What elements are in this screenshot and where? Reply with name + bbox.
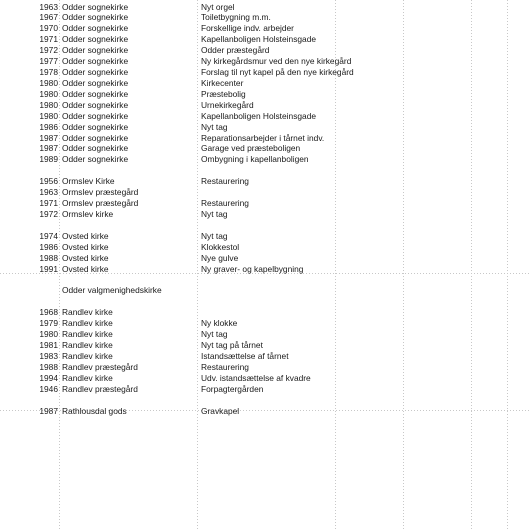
work-description-cell[interactable]: Kapellanboligen Holsteinsgade [201,34,317,45]
place-cell[interactable]: Ovsted kirke [62,252,109,263]
table-row[interactable] [0,89,529,100]
work-description-cell[interactable]: Nyt orgel [201,1,235,12]
year-cell[interactable]: 1971 [39,198,58,209]
table-row[interactable] [0,2,529,13]
table-row[interactable] [0,220,529,231]
table-row[interactable] [0,78,529,89]
work-description-cell[interactable]: Kirkecenter [201,77,244,88]
year-cell[interactable]: 1978 [39,67,58,78]
place-cell[interactable]: Odder sognekirke [62,1,129,12]
place-cell[interactable]: Odder sognekirke [62,23,129,34]
table-row[interactable] [0,209,529,220]
work-description-cell[interactable]: Ny klokke [201,318,238,329]
work-description-cell[interactable]: Forskellige indv. arbejder [201,23,294,34]
table-row[interactable] [0,34,529,45]
table-row[interactable] [0,12,529,23]
work-description-cell[interactable]: Gravkapel [201,405,240,416]
year-cell[interactable]: 1967 [39,12,58,23]
table-row[interactable] [0,56,529,67]
work-description-cell[interactable]: Ombygning i kapellanboligen [201,154,309,165]
place-cell[interactable]: Ormslev Kirke [62,176,115,187]
year-cell[interactable]: 1970 [39,23,58,34]
place-cell[interactable]: Ormslev præstegård [62,198,139,209]
year-cell[interactable]: 1974 [39,230,58,241]
year-cell[interactable]: 1980 [39,110,58,121]
table-row[interactable] [0,351,529,362]
table-row[interactable] [0,165,529,176]
year-cell[interactable]: 1994 [39,372,58,383]
table-row[interactable] [0,45,529,56]
year-cell[interactable]: 1980 [39,77,58,88]
work-description-cell[interactable]: Nyt tag [201,230,228,241]
table-row[interactable] [0,253,529,264]
work-description-cell[interactable]: Nyt tag [201,208,228,219]
place-cell[interactable]: Odder sognekirke [62,56,129,67]
work-description-cell[interactable]: Garage ved præsteboligen [201,143,301,154]
table-row[interactable] [0,307,529,318]
table-row[interactable] [0,231,529,242]
table-row[interactable] [0,264,529,275]
year-cell[interactable]: 1977 [39,56,58,67]
table-row[interactable] [0,133,529,144]
work-description-cell[interactable]: Ny kirkegårdsmur ved den nye kirkegård [201,56,352,67]
table-row[interactable] [0,154,529,165]
year-cell[interactable]: 1980 [39,88,58,99]
place-cell[interactable]: Odder sognekirke [62,132,129,143]
table-row[interactable] [0,187,529,198]
work-description-cell[interactable]: Ny graver- og kapelbygning [201,263,304,274]
year-cell[interactable]: 1986 [39,121,58,132]
place-cell[interactable]: Randlev kirke [62,329,113,340]
year-cell[interactable]: 1983 [39,350,58,361]
year-cell[interactable]: 1986 [39,241,58,252]
work-description-cell[interactable]: Klokkestol [201,241,240,252]
place-cell[interactable]: Odder sognekirke [62,45,129,56]
place-cell[interactable]: Odder sognekirke [62,67,129,78]
table-row[interactable] [0,373,529,384]
table-row[interactable] [0,111,529,122]
place-cell[interactable]: Randlev kirke [62,350,113,361]
year-cell[interactable]: 1963 [39,187,58,198]
work-description-cell[interactable]: Restaurering [201,198,249,209]
work-description-cell[interactable]: Præstebolig [201,88,246,99]
table-row[interactable] [0,122,529,133]
year-cell[interactable]: 1971 [39,34,58,45]
year-cell[interactable]: 1972 [39,45,58,56]
place-cell[interactable]: Odder sognekirke [62,34,129,45]
work-description-cell[interactable]: Toiletbygning m.m. [201,12,271,23]
work-description-cell[interactable]: Urnekirkegård [201,99,254,110]
place-cell[interactable]: Odder sognekirke [62,12,129,23]
table-row[interactable] [0,296,529,307]
place-cell[interactable]: Randlev kirke [62,340,113,351]
table-row[interactable] [0,275,529,286]
work-description-cell[interactable]: Restaurering [201,361,249,372]
year-cell[interactable]: 1946 [39,383,58,394]
work-description-cell[interactable]: Forslag til nyt kapel på den nye kirkegård [201,67,354,78]
table-row[interactable] [0,384,529,395]
place-cell[interactable]: Odder sognekirke [62,110,129,121]
place-cell[interactable]: Odder valgmenighedskirke [62,285,162,296]
work-description-cell[interactable]: Nyt tag [201,121,228,132]
year-cell[interactable]: 1972 [39,208,58,219]
place-cell[interactable]: Randlev præstegård [62,383,138,394]
year-cell[interactable]: 1980 [39,329,58,340]
year-cell[interactable]: 1963 [39,1,58,12]
table-row[interactable] [0,318,529,329]
place-cell[interactable]: Ovsted kirke [62,230,109,241]
work-description-cell[interactable]: Forpagtergården [201,383,264,394]
work-description-cell[interactable]: Udv. istandsættelse af kvadre [201,372,311,383]
work-description-cell[interactable]: Restaurering [201,176,249,187]
year-cell[interactable]: 1987 [39,132,58,143]
work-description-cell[interactable]: Nyt tag [201,329,228,340]
place-cell[interactable]: Odder sognekirke [62,143,129,154]
place-cell[interactable]: Randlev kirke [62,318,113,329]
year-cell[interactable]: 1987 [39,143,58,154]
year-cell[interactable]: 1981 [39,340,58,351]
table-row[interactable] [0,176,529,187]
table-row[interactable] [0,329,529,340]
place-cell[interactable]: Ovsted kirke [62,241,109,252]
place-cell[interactable]: Odder sognekirke [62,99,129,110]
year-cell[interactable]: 1987 [39,405,58,416]
table-row[interactable] [0,23,529,34]
year-cell[interactable]: 1979 [39,318,58,329]
place-cell[interactable]: Odder sognekirke [62,121,129,132]
work-description-cell[interactable]: Nye gulve [201,252,239,263]
table-row[interactable] [0,100,529,111]
table-row[interactable] [0,406,529,417]
work-description-cell[interactable]: Reparationsarbejder i tårnet indv. [201,132,325,143]
place-cell[interactable]: Randlev kirke [62,307,113,318]
work-description-cell[interactable]: Odder præstegård [201,45,270,56]
place-cell[interactable]: Odder sognekirke [62,77,129,88]
year-cell[interactable]: 1988 [39,252,58,263]
year-cell[interactable]: 1968 [39,307,58,318]
place-cell[interactable]: Rathlousdal gods [62,405,127,416]
table-row[interactable] [0,340,529,351]
place-cell[interactable]: Odder sognekirke [62,154,129,165]
place-cell[interactable]: Ormslev kirke [62,208,114,219]
work-description-cell[interactable]: Kapellanboligen Holsteinsgade [201,110,317,121]
year-cell[interactable]: 1989 [39,154,58,165]
place-cell[interactable]: Randlev kirke [62,372,113,383]
year-cell[interactable]: 1988 [39,361,58,372]
work-description-cell[interactable]: Nyt tag på tårnet [201,340,263,351]
place-cell[interactable]: Ormslev præstegård [62,187,139,198]
table-row[interactable] [0,143,529,154]
year-cell[interactable]: 1956 [39,176,58,187]
table-row[interactable] [0,395,529,406]
table-row[interactable] [0,285,529,296]
table-row[interactable] [0,242,529,253]
year-cell[interactable]: 1980 [39,99,58,110]
table-row[interactable] [0,67,529,78]
year-cell[interactable]: 1991 [39,263,58,274]
table-row[interactable] [0,362,529,373]
table-row[interactable] [0,198,529,209]
place-cell[interactable]: Ovsted kirke [62,263,109,274]
place-cell[interactable]: Randlev præstegård [62,361,138,372]
work-description-cell[interactable]: Istandsættelse af tårnet [201,350,289,361]
place-cell[interactable]: Odder sognekirke [62,88,129,99]
